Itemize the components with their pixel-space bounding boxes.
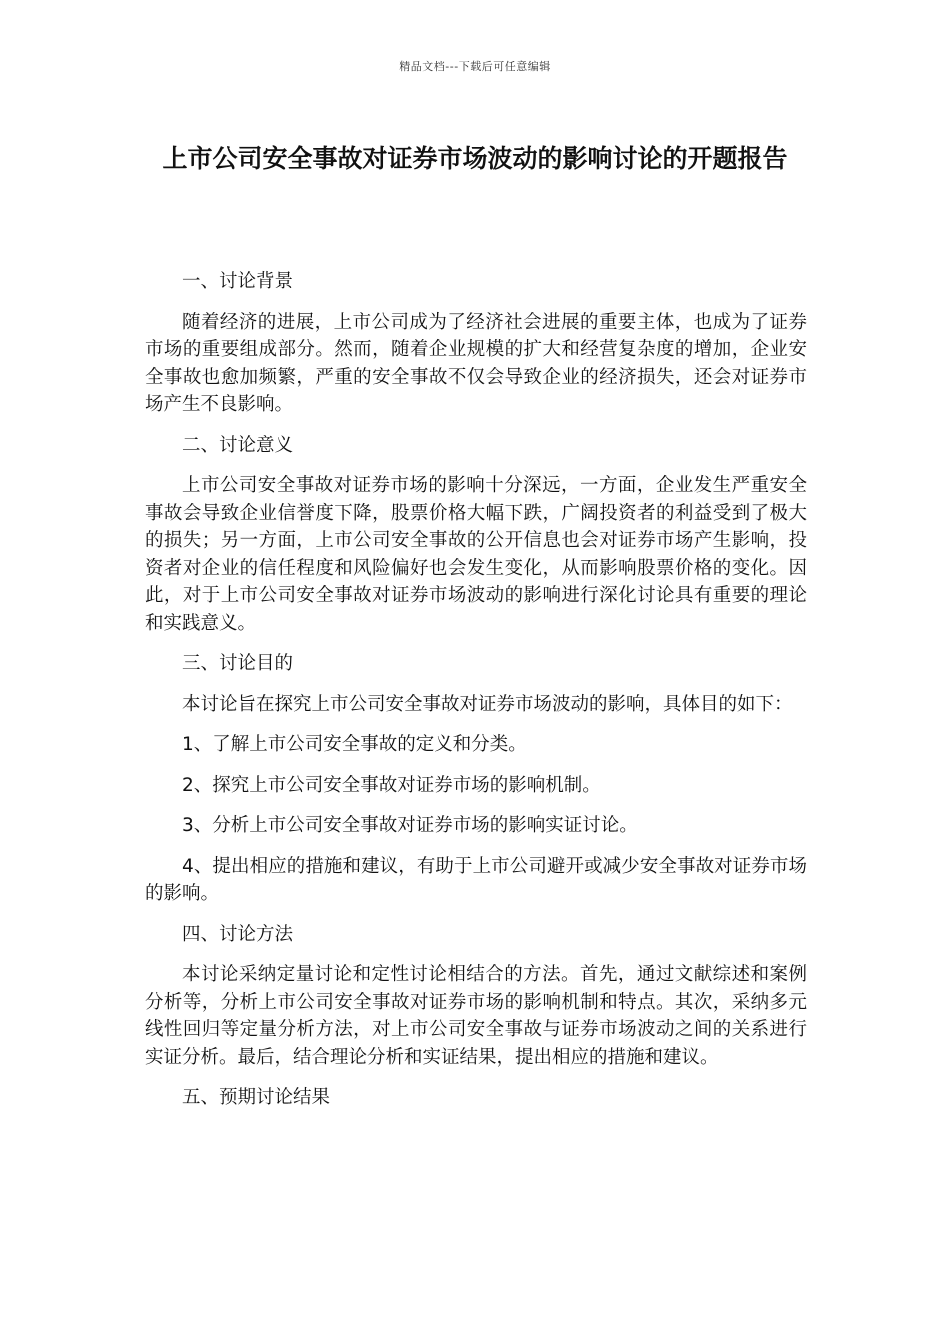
section-heading-method: 四、讨论方法 <box>182 923 294 945</box>
paragraph-significance: 上市公司安全事故对证券市场的影响十分深远，一方面，企业发生严重安全事故会导致企业信誉度下降，股票价格大幅下跌，广阔投资者的利益受到了极大的损失；另一方面，上市公司安全事故的公开信息也会对证券市场产生影响，投资者对企业的信任程度和风险偏好也会发生变化，从而影响股票价格的变化。因此，对于上市公司安全事故对证券市场波动的影响进行深化讨论具有重要的理论和实践意义。 <box>145 475 807 634</box>
paragraph-purpose-intro: 本讨论旨在探究上市公司安全事故对证券市场波动的影响，具体目的如下： <box>182 693 793 715</box>
list-item: 4、提出相应的措施和建议，有助于上市公司避开或减少安全事故对证券市场的影响。 <box>145 855 807 904</box>
list-item: 3、分析上市公司安全事故对证券市场的影响实证讨论。 <box>182 815 638 836</box>
section-heading-background: 一、讨论背景 <box>182 271 294 292</box>
list-item: 1、了解上市公司安全事故的定义和分类。 <box>182 734 527 755</box>
section-heading-expected: 五、预期讨论结果 <box>182 1087 331 1108</box>
section-heading-significance: 二、讨论意义 <box>182 434 294 456</box>
paragraph-background: 随着经济的进展，上市公司成为了经济社会进展的重要主体，也成为了证券市场的重要组成部分。然而，随着企业规模的扩大和经营复杂度的增加，企业安全事故也愈加频繁，严重的安全事故不仅会导致企业的经济损失，还会对证券市场产生不良影响。 <box>145 311 807 415</box>
document-body <box>145 268 807 1125</box>
header-watermark: 精品文档---下载后可任意编辑 <box>399 60 551 73</box>
document-title: 上市公司安全事故对证券市场波动的影响讨论的开题报告 <box>162 144 788 173</box>
paragraph-method: 本讨论采纳定量讨论和定性讨论相结合的方法。首先，通过文献综述和案例分析等，分析上市公司安全事故对证券市场的影响机制和特点。其次，采纳多元线性回归等定量分析方法，对上市公司安全事故与证券市场波动之间的关系进行实证分析。最后，结合理论分析和实证结果，提出相应的措施和建议。 <box>145 964 807 1068</box>
section-heading-purpose: 三、讨论目的 <box>182 653 294 674</box>
list-item: 2、探究上市公司安全事故对证券市场的影响机制。 <box>182 774 601 796</box>
